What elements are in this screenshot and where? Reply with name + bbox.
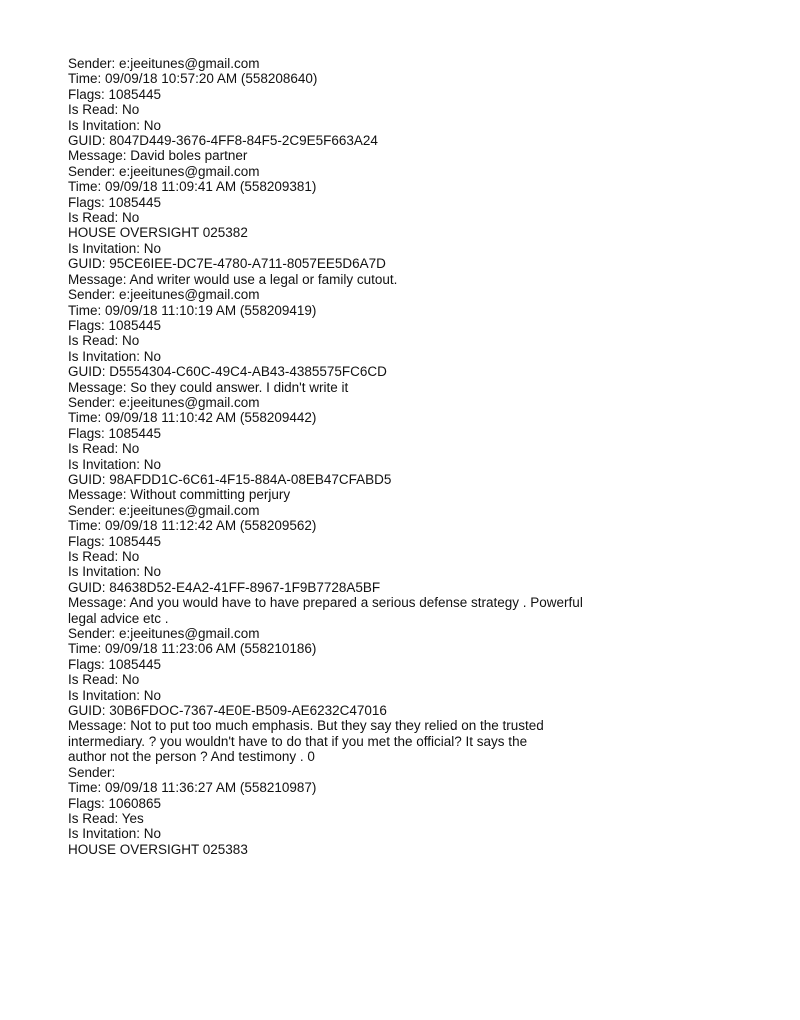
document-line: Is Invitation: No <box>68 687 162 703</box>
document-line: Flags: 1085445 <box>68 86 162 102</box>
document-line: Time: 09/09/18 11:12:42 AM (558209562) <box>68 518 317 534</box>
document-line: Is Invitation: No <box>68 117 162 133</box>
document-line: Time: 09/09/18 11:23:06 AM (558210186) <box>68 641 317 657</box>
document-line: Is Invitation: No <box>68 348 162 364</box>
document-line: Time: 09/09/18 11:36:27 AM (558210987) <box>68 780 317 796</box>
document-line: Time: 09/09/18 11:09:41 AM (558209381) <box>68 179 317 195</box>
document-line: Flags: 1085445 <box>68 533 162 549</box>
document-line: Is Invitation: No <box>68 826 162 842</box>
document-line: Is Invitation: No <box>68 456 162 472</box>
document-line: Time: 09/09/18 11:10:42 AM (558209442) <box>68 410 317 426</box>
document-line: Message: And you would have to have prepared a serious defense strategy . Powerful <box>68 595 583 611</box>
document-line: Time: 09/09/18 10:57:20 AM (558208640) <box>68 71 318 87</box>
document-line: Sender: e:jeeitunes@gmail.com <box>68 287 260 303</box>
document-line: HOUSE OVERSIGHT 025382 <box>68 225 248 241</box>
document-line: Is Invitation: No <box>68 564 162 580</box>
document-line: Sender: e:jeeitunes@gmail.com <box>68 502 260 518</box>
document-line: GUID: 8047D449-3676-4FF8-84F5-2C9E5F663A24 <box>68 133 378 149</box>
document-line: HOUSE OVERSIGHT 025383 <box>68 841 248 857</box>
document-line: GUID: D5554304-C60C-49C4-AB43-4385575FC6CD <box>68 364 387 380</box>
document-line: Is Read: No <box>68 102 140 118</box>
document-line: Flags: 1085445 <box>68 194 162 210</box>
document-line: GUID: 84638D52-E4A2-41FF-8967-1F9B7728A5BF <box>68 579 381 595</box>
document-line: GUID: 98AFDD1C-6C61-4F15-884A-08EB47CFABD5 <box>68 471 392 487</box>
document-line: Is Read: No <box>68 441 140 457</box>
document-page <box>68 56 668 857</box>
document-line: Is Read: No <box>68 333 140 349</box>
document-line: Sender: e:jeeitunes@gmail.com <box>68 56 260 71</box>
document-line: Message: Without committing perjury <box>68 487 291 503</box>
document-line: Is Read: No <box>68 210 140 226</box>
document-line: Is Read: No <box>68 549 140 564</box>
document-line: Flags: 1085445 <box>68 317 162 333</box>
document-line: Time: 09/09/18 11:10:19 AM (558209419) <box>68 302 317 318</box>
document-line: Is Invitation: No <box>68 240 162 256</box>
document-line: GUID: 30B6FDOC-7367-4E0E-B509-AE6232C47016 <box>68 703 387 719</box>
document-line: intermediary. ? you wouldn't have to do that if you met the official? It says the <box>68 733 528 749</box>
document-line: Sender: e:jeeitunes@gmail.com <box>68 394 260 410</box>
document-line: Message: And writer would use a legal or family cutout. <box>68 271 398 287</box>
document-line: GUID: 95CE6IEE-DC7E-4780-A711-8057EE5D6A7D <box>68 256 386 272</box>
document-line: Sender: e:jeeitunes@gmail.com <box>68 626 260 642</box>
document-line: Flags: 1060865 <box>68 795 162 811</box>
document-line: Sender: e:jeeitunes@gmail.com <box>68 163 260 179</box>
document-line: Is Read: No <box>68 672 140 688</box>
document-line: Message: David boles partner <box>68 148 248 164</box>
document-line: Flags: 1085445 <box>68 656 162 672</box>
document-line: Is Read: Yes <box>68 810 144 826</box>
document-line: Message: Not to put too much emphasis. But they say they relied on the trusted <box>68 718 544 734</box>
document-line: Message: So they could answer. I didn't write it <box>68 379 349 395</box>
document-line: Flags: 1085445 <box>68 425 162 441</box>
document-line: author not the person ? And testimony . 0 <box>68 749 315 765</box>
document-line: Sender: <box>68 764 116 780</box>
document-line: legal advice etc . <box>68 610 169 626</box>
